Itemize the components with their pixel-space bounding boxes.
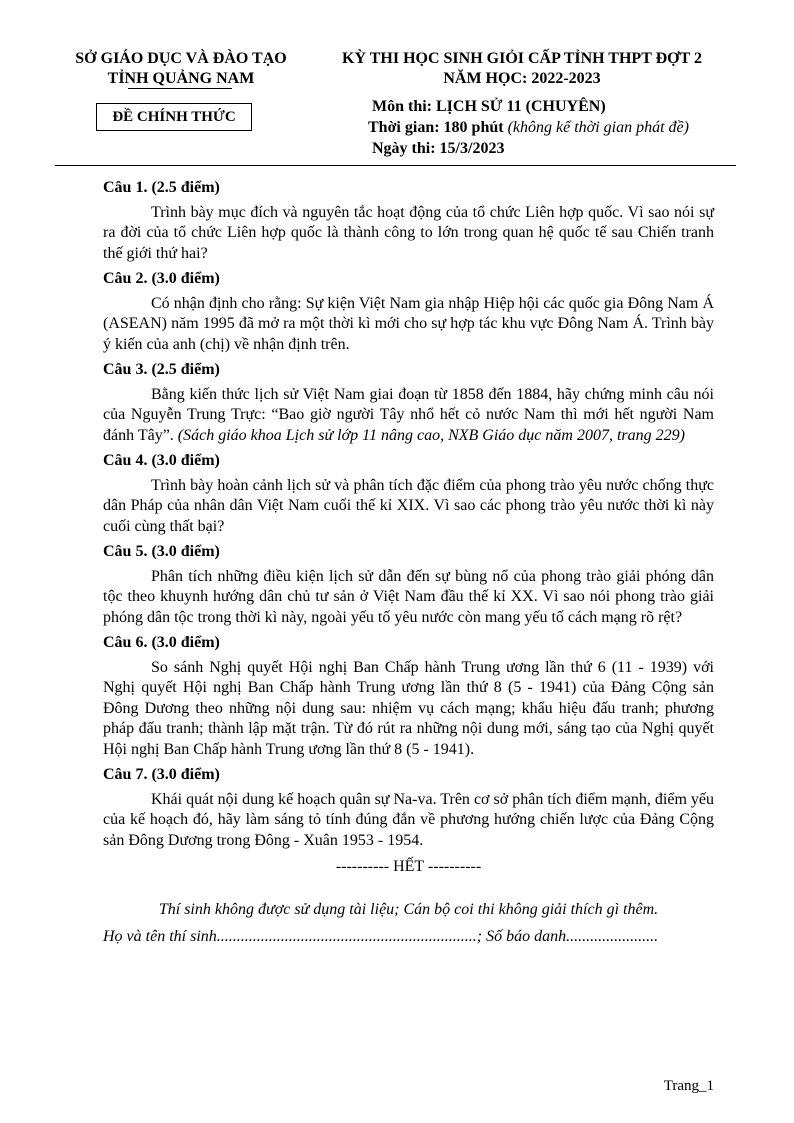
question-body: Khái quát nội dung kế hoạch quân sự Na-va. Trên cơ sở phân tích điểm mạnh, điểm yếu của kế hoạch đó, hãy làm sáng tỏ tính đúng đắn về phương hướng chiến lược của Đảng Cộng sản Đông Dương trong Đông - Xuân 1953 - 1954. (103, 790, 714, 849)
page-number: Trang_1 (663, 1078, 714, 1094)
question (103, 765, 714, 851)
province-name: TỈNH QUẢNG NAM (107, 70, 255, 87)
question-title: Câu 4. (3.0 điểm) (103, 452, 220, 469)
question-body: Có nhận định cho rằng: Sự kiện Việt Nam gia nhập Hiệp hội các quốc gia Đông Nam Á (ASEAN) năm 1995 đã mở ra một thời kì mới cho sự hợp tác khu vực Đông Nam Á. Trình bày ý kiến của anh (chị) về nhận định trên. (103, 294, 714, 353)
question-body: Phân tích những điều kiện lịch sử dẫn đến sự bùng nổ của phong trào giải phóng dân tộc theo khuynh hướng dân chủ tư sản ở Việt Nam đầu thế kỉ XX. Vì sao nói phong trào giải phóng dân tộc trong thời kì này, ngoài yếu tố yêu nước còn mang yếu tố cách mạng rõ rệt? (103, 567, 714, 626)
official-label: ĐỀ CHÍNH THỨC (112, 109, 236, 125)
candidate-info-line: Họ và tên thí sinh.................................................................; Số báo danh....................... (103, 928, 659, 945)
exam-title-line1: KỲ THI HỌC SINH GIỎI CẤP TỈNH THPT ĐỢT 2 (342, 50, 702, 67)
question (103, 633, 714, 760)
end-mark: ---------- HẾT ---------- (335, 858, 482, 875)
question (103, 178, 714, 264)
question-citation: (Sách giáo khoa Lịch sử lớp 11 nâng cao, NXB Giáo dục năm 2007, trang 229) (177, 426, 685, 444)
question-body: Bằng kiến thức lịch sử Việt Nam giai đoạn từ 1858 đến 1884, hãy chứng minh câu nói của Nguyễn Trung Trực: “Bao giờ người Tây nhổ hết cỏ nước Nam thì mới hết người Nam đánh Tây”. (103, 385, 714, 444)
header-divider (55, 165, 736, 166)
question (103, 360, 714, 446)
school-year: NĂM HỌC: 2022-2023 (443, 70, 601, 87)
time-limit (360, 117, 689, 138)
question-title: Câu 1. (2.5 điểm) (103, 179, 220, 196)
exam-rules-note: Thí sinh không được sử dụng tài liệu; Cán bộ coi thi không giải thích gì thêm. (158, 900, 659, 918)
subject: Môn thi: LỊCH SỬ 11 (CHUYÊN) (372, 98, 606, 115)
question-title: Câu 2. (3.0 điểm) (103, 270, 220, 287)
exam-title (312, 49, 732, 89)
time-note: (không kể thời gian phát đề) (507, 119, 689, 136)
time-label: Thời gian: 180 phút (368, 119, 504, 136)
question-body-with-citation (103, 385, 714, 447)
question (103, 451, 714, 537)
question-title: Câu 3. (2.5 điểm) (103, 361, 220, 378)
question-body: Trình bày mục đích và nguyên tắc hoạt động của tổ chức Liên hợp quốc. Vì sao nói sự ra đời của tổ chức Liên hợp quốc là thành công to lớn trong quan hệ quốc tế sau Chiến tranh thế giới thứ hai? (103, 203, 714, 262)
question-title: Câu 5. (3.0 điểm) (103, 543, 220, 560)
issuing-department (56, 49, 306, 89)
question-body: So sánh Nghị quyết Hội nghị Ban Chấp hành Trung ương lần thứ 6 (11 - 1939) với Nghị quyết Hội nghị Ban Chấp hành Trung ương lần thứ 8 (5 - 1941) của Đảng Cộng sản Đông Dương theo những nội dung sau: nhiệm vụ cách mạng; khẩu hiệu đấu tranh; phương pháp đấu tranh; thành lập mặt trận. Từ đó rút ra những nội dung mới, sáng tạo của Nghị quyết Hội nghị Ban Chấp hành Trung ương lần thứ 8 (5 - 1941). (103, 658, 714, 758)
question (103, 269, 714, 355)
question-list (103, 178, 714, 948)
department-name: SỞ GIÁO DỤC VÀ ĐÀO TẠO (75, 50, 287, 67)
exam-info (360, 96, 689, 159)
question-title: Câu 6. (3.0 điểm) (103, 634, 220, 651)
question (103, 542, 714, 628)
question-body: Trình bày hoàn cảnh lịch sử và phân tích đặc điểm của phong trào yêu nước chống thực dân Pháp của nhân dân Việt Nam cuối thế kỉ XIX. Vì sao các phong trào yêu nước thời kì này cuối cùng thất bại? (103, 476, 714, 535)
exam-date: Ngày thi: 15/3/2023 (372, 140, 505, 157)
official-exam-box (96, 103, 252, 131)
question-title: Câu 7. (3.0 điểm) (103, 766, 220, 783)
